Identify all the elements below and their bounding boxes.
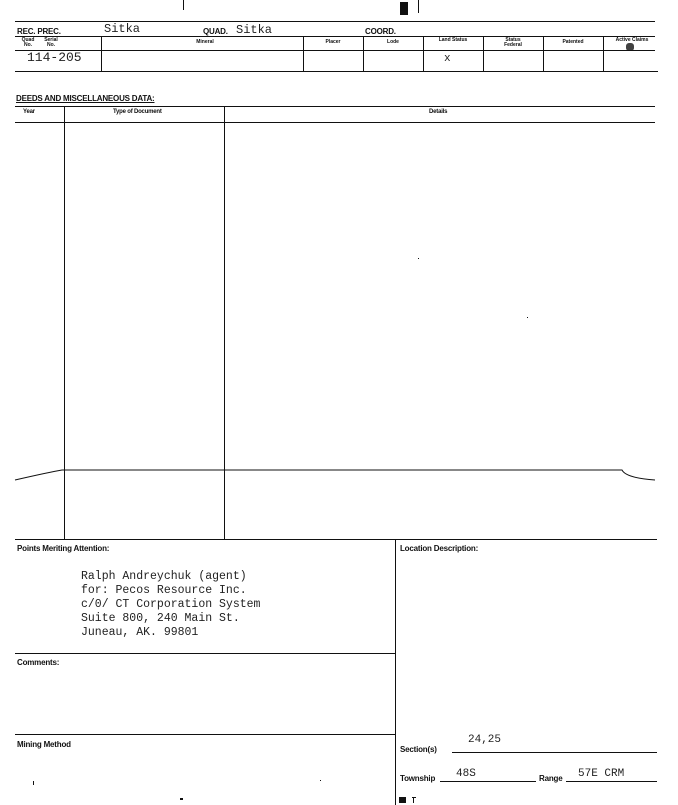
rec-prec-label: REC. PREC. [17, 27, 61, 36]
township-underline [440, 781, 536, 782]
col-sep [101, 36, 102, 71]
deeds-rule-header [15, 122, 655, 123]
points-line: Juneau, AK. 99801 [81, 626, 199, 639]
section-label: Section(s) [400, 745, 437, 754]
range-value: 57E CRM [578, 768, 625, 780]
col-lode: Lode [387, 39, 399, 45]
range-label: Range [539, 774, 563, 783]
land-status-mark: x [444, 53, 451, 65]
col-status-federal: Status Federal [504, 37, 522, 48]
township-value: 48S [456, 768, 476, 780]
col-year: Year [23, 109, 35, 115]
section-underline [452, 752, 657, 753]
points-text [81, 570, 260, 640]
col-placer: Placer [325, 39, 341, 45]
col-type-of-document: Type of Document [113, 109, 162, 115]
col-mineral: Mineral [196, 39, 214, 45]
mining-method-label: Mining Method [17, 740, 71, 749]
section-value: 24,25 [468, 734, 502, 746]
col-sep [363, 36, 364, 71]
speck [418, 258, 419, 259]
scan-tick [418, 0, 419, 13]
scan-smudge [626, 43, 634, 51]
scan-tick [183, 0, 184, 10]
page-fold-line [0, 460, 678, 490]
table-rule-2 [15, 50, 655, 51]
points-label: Points Meriting Attention: [17, 544, 110, 553]
col-sep [303, 36, 304, 71]
col-quad-no: Quad No. [21, 37, 35, 48]
mining-rule [15, 734, 395, 735]
col-land-status: Land Status [438, 37, 468, 43]
col-patented: Patented [562, 39, 584, 45]
comments-rule [15, 653, 395, 654]
speck [33, 781, 34, 785]
col-sep [423, 36, 424, 71]
speck [320, 780, 321, 781]
township-label: Township [400, 774, 436, 783]
col-details: Details [429, 109, 448, 115]
points-line: c/0/ CT Corporation System [81, 598, 261, 611]
quad-value: Sitka [236, 23, 273, 37]
col-active-claims: Active Claims [615, 37, 649, 43]
range-underline [566, 781, 657, 782]
quad-serial-value: 114-205 [27, 50, 82, 65]
location-description-label: Location Description: [400, 544, 479, 553]
scan-mark [399, 797, 406, 803]
speck [180, 798, 183, 800]
scan-mark [400, 2, 408, 15]
deeds-rule-top [15, 106, 655, 107]
col-sep [603, 36, 604, 71]
deeds-section-title: DEEDS AND MISCELLANEOUS DATA: [16, 94, 155, 103]
quad-label: QUAD. [203, 27, 228, 36]
table-rule-3 [15, 71, 658, 72]
coord-label: COORD. [365, 27, 396, 36]
points-line: Ralph Andreychuk (agent) [81, 570, 247, 583]
col-serial-no: Serial No. [44, 37, 58, 48]
comments-label: Comments: [17, 658, 60, 667]
points-line: Suite 800, 240 Main St. [81, 612, 240, 625]
points-line: for: Pecos Resource Inc. [81, 584, 247, 597]
bottom-rule [15, 539, 657, 540]
speck [527, 317, 528, 318]
col-sep [543, 36, 544, 71]
bottom-col-sep [395, 539, 396, 805]
col-sep [483, 36, 484, 71]
speck [413, 797, 414, 803]
table-rule-1 [15, 36, 655, 37]
rec-prec-value: Sitka [104, 22, 141, 36]
